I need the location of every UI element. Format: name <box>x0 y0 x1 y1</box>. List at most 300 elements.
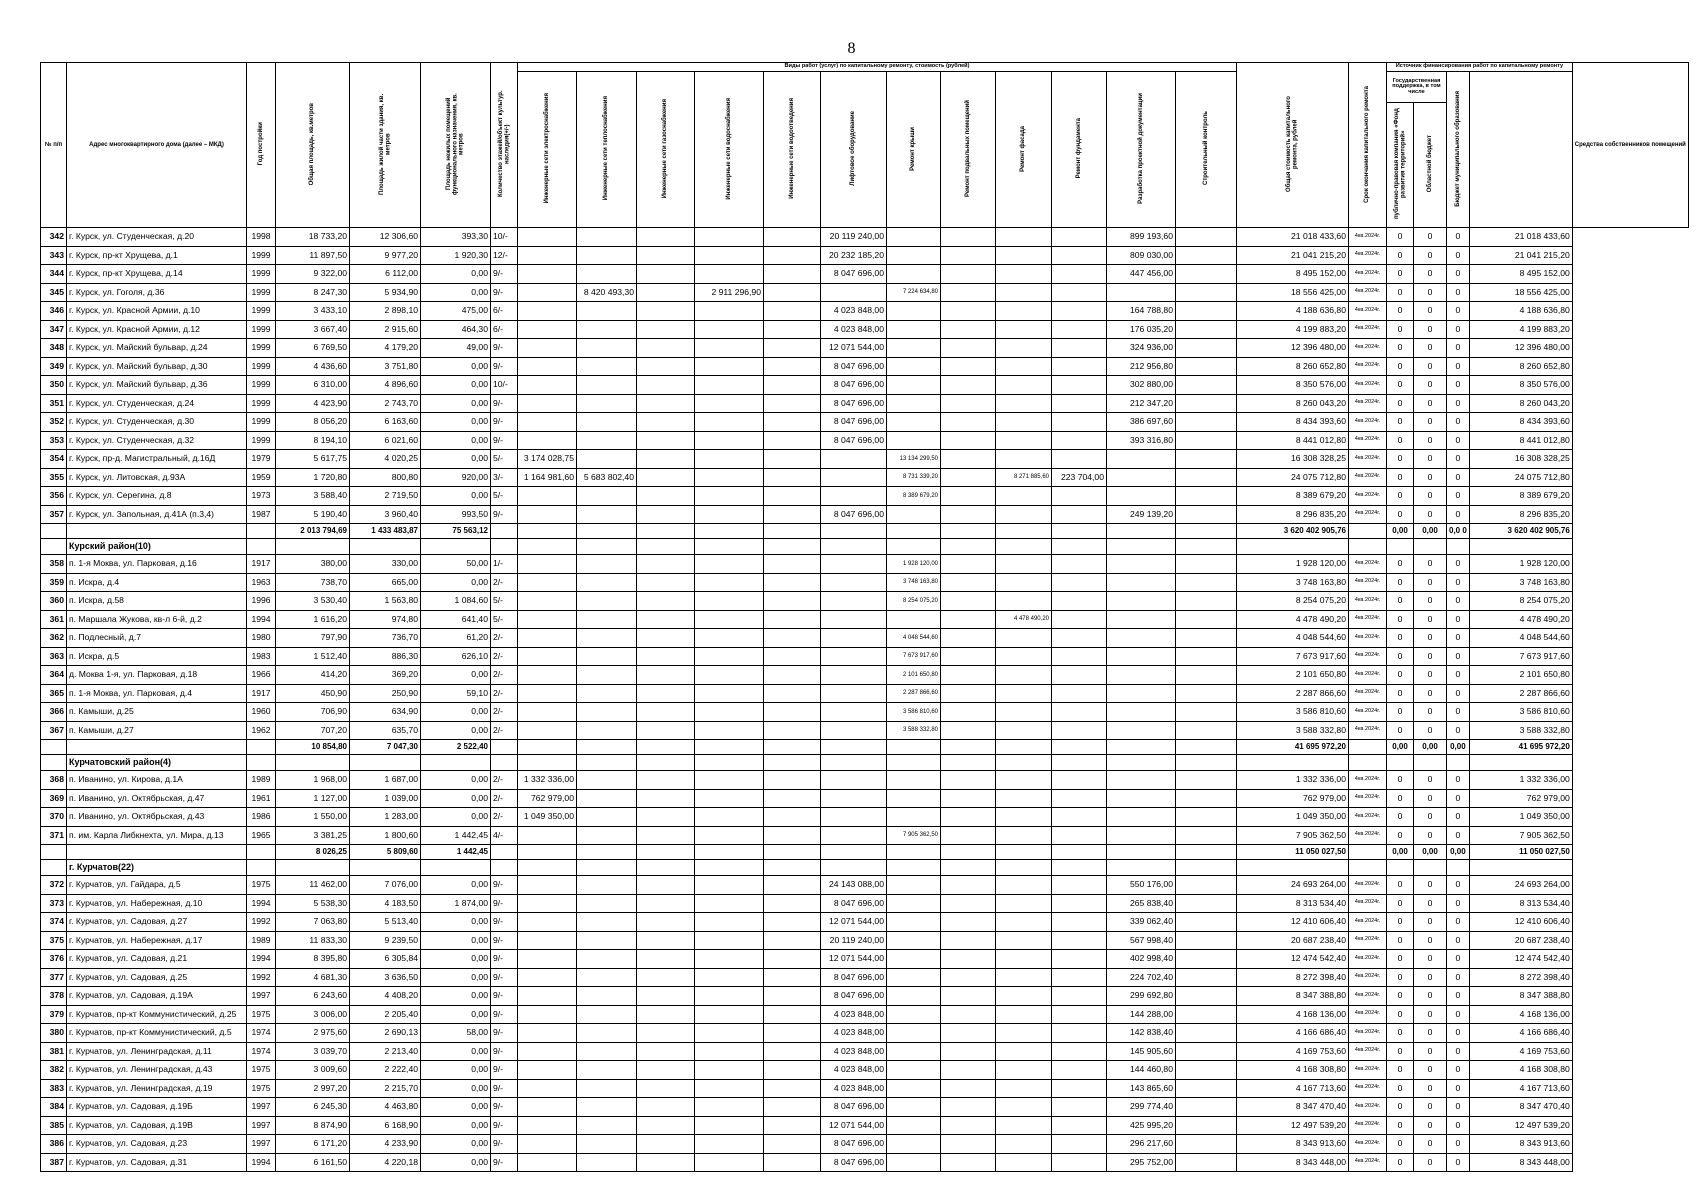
total-area-cell: 3 667,40 <box>276 320 350 339</box>
gas-cost-cell <box>637 629 695 648</box>
roof-cost-cell <box>887 394 941 413</box>
empty-cell <box>1387 755 1414 771</box>
design-cost-cell <box>1107 487 1176 506</box>
total-area-cell: 797,90 <box>276 629 350 648</box>
table-row <box>41 1042 1689 1061</box>
empty-cell <box>1176 539 1237 555</box>
address-cell: п. Искра, д.5 <box>67 647 247 666</box>
fund-cell: 0,00 <box>1387 740 1414 755</box>
fund-cell: 0 <box>1387 610 1414 629</box>
electric-cost-cell <box>518 968 577 987</box>
total-cost-cell: 4 048 544,60 <box>1237 629 1349 648</box>
living-area-cell: 4 233,90 <box>350 1135 421 1154</box>
basement-cost-cell <box>941 1024 996 1043</box>
municipal-cell: 0 <box>1447 968 1470 987</box>
floors-cell: 9/- <box>491 1079 518 1098</box>
roof-cost-cell <box>887 376 941 395</box>
nonres-area-cell: 0,00 <box>421 950 491 969</box>
fund-cell: 0 <box>1387 789 1414 808</box>
design-cost-cell <box>1107 703 1176 722</box>
living-area-cell: 250,90 <box>350 684 421 703</box>
heat-cost-cell <box>577 1135 637 1154</box>
roof-cost-cell: 3 748 163,80 <box>887 573 941 592</box>
basement-cost-cell <box>941 684 996 703</box>
fund-cell: 0 <box>1387 573 1414 592</box>
control-cost-cell <box>1176 339 1237 358</box>
foundation-cost-cell <box>1052 592 1107 611</box>
electric-cost-cell <box>518 629 577 648</box>
sewer-cost-cell <box>764 629 821 648</box>
table-row <box>41 228 1689 247</box>
municipal-cell: 0 <box>1447 1024 1470 1043</box>
roof-cost-cell: 8 731 339,20 <box>887 468 941 487</box>
total-cost-cell: 8 343 913,60 <box>1237 1135 1349 1154</box>
municipal-cell: 0,00 <box>1447 845 1470 860</box>
facade-cost-cell <box>996 666 1052 685</box>
total-area-cell: 707,20 <box>276 721 350 740</box>
foundation-cost-cell <box>1052 771 1107 790</box>
foundation-cost-cell <box>1052 246 1107 265</box>
control-cost-cell <box>1176 1005 1237 1024</box>
address-cell <box>67 845 247 860</box>
nonres-area-cell: 641,40 <box>421 610 491 629</box>
basement-cost-cell <box>941 789 996 808</box>
roof-cost-cell <box>887 1135 941 1154</box>
year-cell: 1962 <box>247 721 276 740</box>
electric-cost-cell <box>518 845 577 860</box>
total-cost-cell: 21 018 433,60 <box>1237 228 1349 247</box>
empty-cell <box>695 539 764 555</box>
district-row <box>41 539 1689 555</box>
fund-cell: 0 <box>1387 1024 1414 1043</box>
basement-cost-cell <box>941 468 996 487</box>
facade-cost-cell <box>996 487 1052 506</box>
facade-cost-cell <box>996 913 1052 932</box>
fund-cell: 0 <box>1387 413 1414 432</box>
heat-cost-cell <box>577 431 637 450</box>
total-cost-cell: 3 748 163,80 <box>1237 573 1349 592</box>
empty-cell <box>1469 539 1572 555</box>
owners-cell: 18 556 425,00 <box>1469 283 1572 302</box>
gas-cost-cell <box>637 450 695 469</box>
floors-cell: 9/- <box>491 413 518 432</box>
fund-cell: 0 <box>1387 228 1414 247</box>
heat-cost-cell <box>577 610 637 629</box>
deadline-cell: 4кв.2024г. <box>1349 1153 1387 1172</box>
fund-cell: 0,00 <box>1387 845 1414 860</box>
electric-cost-cell <box>518 913 577 932</box>
empty-cell <box>1107 860 1176 876</box>
floors-cell: 9/- <box>491 339 518 358</box>
year-cell: 1974 <box>247 1024 276 1043</box>
owners-cell: 2 287 866,60 <box>1469 684 1572 703</box>
year-cell: 1999 <box>247 413 276 432</box>
row-number: 345 <box>41 283 67 302</box>
nonres-area-cell: 0,00 <box>421 1061 491 1080</box>
sewer-cost-cell <box>764 1153 821 1172</box>
row-number: 349 <box>41 357 67 376</box>
total-cost-cell: 11 050 027,50 <box>1237 845 1349 860</box>
facade-cost-cell <box>996 771 1052 790</box>
row-number: 343 <box>41 246 67 265</box>
sewer-cost-cell <box>764 1042 821 1061</box>
water-cost-cell <box>695 320 764 339</box>
regional-cell: 0 <box>1414 283 1447 302</box>
lift-cost-cell <box>821 826 887 845</box>
water-cost-cell <box>695 666 764 685</box>
heat-cost-cell <box>577 265 637 284</box>
total-area-cell: 5 190,40 <box>276 505 350 524</box>
design-cost-cell <box>1107 610 1176 629</box>
floors-cell: 9/- <box>491 394 518 413</box>
floors-cell: 9/- <box>491 968 518 987</box>
table-row <box>41 1061 1689 1080</box>
owners-cell: 41 695 972,20 <box>1469 740 1572 755</box>
year-cell: 1989 <box>247 771 276 790</box>
foundation-cost-cell <box>1052 302 1107 321</box>
row-number: 347 <box>41 320 67 339</box>
gas-cost-cell <box>637 376 695 395</box>
total-cost-cell: 3 620 402 905,76 <box>1237 524 1349 539</box>
electric-cost-cell <box>518 394 577 413</box>
year-cell: 1975 <box>247 1061 276 1080</box>
regional-cell: 0 <box>1414 450 1447 469</box>
water-cost-cell <box>695 339 764 358</box>
deadline-cell: 4кв.2024г. <box>1349 283 1387 302</box>
table-row <box>41 339 1689 358</box>
fund-cell: 0 <box>1387 1061 1414 1080</box>
regional-cell: 0 <box>1414 339 1447 358</box>
gas-cost-cell <box>637 1153 695 1172</box>
living-area-cell: 1 687,00 <box>350 771 421 790</box>
sewer-cost-cell <box>764 468 821 487</box>
row-number: 352 <box>41 413 67 432</box>
empty-cell <box>247 539 276 555</box>
basement-cost-cell <box>941 913 996 932</box>
water-cost-cell <box>695 573 764 592</box>
water-cost-cell <box>695 265 764 284</box>
municipal-cell: 0 <box>1447 339 1470 358</box>
nonres-area-cell: 0,00 <box>421 876 491 895</box>
year-cell: 1983 <box>247 647 276 666</box>
foundation-cost-cell <box>1052 1061 1107 1080</box>
deadline-cell: 4кв.2024г. <box>1349 592 1387 611</box>
basement-cost-cell <box>941 450 996 469</box>
sewer-cost-cell <box>764 845 821 860</box>
year-cell: 1999 <box>247 339 276 358</box>
header-w-gas: Инженерные сети газоснабжения <box>637 72 695 228</box>
facade-cost-cell <box>996 950 1052 969</box>
roof-cost-cell <box>887 1098 941 1117</box>
regional-cell: 0 <box>1414 302 1447 321</box>
heat-cost-cell <box>577 629 637 648</box>
living-area-cell: 9 239,50 <box>350 931 421 950</box>
heat-cost-cell: 5 683 802,40 <box>577 468 637 487</box>
roof-cost-cell <box>887 1042 941 1061</box>
heat-cost-cell <box>577 771 637 790</box>
municipal-cell: 0 <box>1447 468 1470 487</box>
header-w-water: Инженерные сети водоснабжения <box>695 72 764 228</box>
header-w-sewer: Инженерные сети водоотведения <box>764 72 821 228</box>
municipal-cell: 0 <box>1447 789 1470 808</box>
address-cell: п. Искра, д.58 <box>67 592 247 611</box>
living-area-cell: 5 809,60 <box>350 845 421 860</box>
electric-cost-cell <box>518 555 577 574</box>
lift-cost-cell: 4 023 848,00 <box>821 302 887 321</box>
regional-cell: 0 <box>1414 876 1447 895</box>
electric-cost-cell <box>518 721 577 740</box>
header-num: № п/п <box>41 63 67 228</box>
floors-cell: 9/- <box>491 357 518 376</box>
lift-cost-cell: 12 071 544,00 <box>821 913 887 932</box>
year-cell: 1999 <box>247 431 276 450</box>
deadline-cell: 4кв.2024г. <box>1349 913 1387 932</box>
table-row <box>41 771 1689 790</box>
nonres-area-cell: 0,00 <box>421 413 491 432</box>
heat-cost-cell <box>577 1061 637 1080</box>
design-cost-cell <box>1107 524 1176 539</box>
total-cost-cell: 3 586 810,60 <box>1237 703 1349 722</box>
year-cell: 1999 <box>247 265 276 284</box>
municipal-cell: 0,00 <box>1447 740 1470 755</box>
total-cost-cell: 1 928 120,00 <box>1237 555 1349 574</box>
owners-cell: 4 166 686,40 <box>1469 1024 1572 1043</box>
table-row <box>41 283 1689 302</box>
total-area-cell: 6 310,00 <box>276 376 350 395</box>
control-cost-cell <box>1176 592 1237 611</box>
living-area-cell: 3 636,50 <box>350 968 421 987</box>
address-cell: г. Курск, ул. Студенческая, д.30 <box>67 413 247 432</box>
foundation-cost-cell <box>1052 950 1107 969</box>
living-area-cell: 330,00 <box>350 555 421 574</box>
roof-cost-cell <box>887 357 941 376</box>
total-cost-cell: 4 167 713,60 <box>1237 1079 1349 1098</box>
header-w-design: Разработка проектной документации <box>1107 72 1176 228</box>
row-number: 384 <box>41 1098 67 1117</box>
electric-cost-cell <box>518 505 577 524</box>
address-cell: г. Курск, пр-кт Хрущева, д.1 <box>67 246 247 265</box>
year-cell: 1917 <box>247 555 276 574</box>
empty-cell <box>1414 755 1447 771</box>
nonres-area-cell: 0,00 <box>421 1135 491 1154</box>
regional-cell: 0 <box>1414 357 1447 376</box>
control-cost-cell <box>1176 450 1237 469</box>
roof-cost-cell <box>887 1024 941 1043</box>
empty-cell <box>996 860 1052 876</box>
header-fund: публично-правовая компания «Фонд развития территорий» <box>1387 103 1414 228</box>
gas-cost-cell <box>637 1061 695 1080</box>
basement-cost-cell <box>941 666 996 685</box>
regional-cell: 0 <box>1414 555 1447 574</box>
sewer-cost-cell <box>764 505 821 524</box>
facade-cost-cell <box>996 450 1052 469</box>
empty-cell <box>637 860 695 876</box>
owners-cell: 4 168 136,00 <box>1469 1005 1572 1024</box>
header-w-basement: Ремонт подвальных помещений <box>941 72 996 228</box>
sewer-cost-cell <box>764 808 821 827</box>
floors-cell: 3/- <box>491 468 518 487</box>
control-cost-cell <box>1176 413 1237 432</box>
address-cell: г. Курск, ул. Литовская, д.93А <box>67 468 247 487</box>
deadline-cell <box>1349 845 1387 860</box>
row-number: 382 <box>41 1061 67 1080</box>
empty-cell <box>1237 755 1349 771</box>
total-area-cell: 1 512,40 <box>276 647 350 666</box>
water-cost-cell <box>695 468 764 487</box>
foundation-cost-cell <box>1052 228 1107 247</box>
foundation-cost-cell <box>1052 487 1107 506</box>
sewer-cost-cell <box>764 666 821 685</box>
total-area-cell: 6 243,60 <box>276 987 350 1006</box>
facade-cost-cell <box>996 876 1052 895</box>
heat-cost-cell <box>577 394 637 413</box>
year-cell: 1986 <box>247 808 276 827</box>
facade-cost-cell <box>996 1098 1052 1117</box>
facade-cost-cell <box>996 684 1052 703</box>
heat-cost-cell <box>577 357 637 376</box>
municipal-cell: 0 <box>1447 931 1470 950</box>
total-cost-cell: 8 389 679,20 <box>1237 487 1349 506</box>
deadline-cell: 4кв.2024г. <box>1349 876 1387 895</box>
heat-cost-cell <box>577 339 637 358</box>
total-area-cell: 1 968,00 <box>276 771 350 790</box>
control-cost-cell <box>1176 573 1237 592</box>
floors-cell: 2/- <box>491 684 518 703</box>
facade-cost-cell <box>996 808 1052 827</box>
roof-cost-cell <box>887 789 941 808</box>
foundation-cost-cell <box>1052 968 1107 987</box>
foundation-cost-cell <box>1052 450 1107 469</box>
fund-cell: 0 <box>1387 555 1414 574</box>
design-cost-cell: 899 193,60 <box>1107 228 1176 247</box>
municipal-cell: 0 <box>1447 1116 1470 1135</box>
year-cell: 1975 <box>247 1079 276 1098</box>
empty-cell <box>1107 539 1176 555</box>
electric-cost-cell <box>518 931 577 950</box>
total-area-cell: 11 462,00 <box>276 876 350 895</box>
owners-cell: 4 167 713,60 <box>1469 1079 1572 1098</box>
table-row <box>41 808 1689 827</box>
row-number: 378 <box>41 987 67 1006</box>
lift-cost-cell: 8 047 696,00 <box>821 265 887 284</box>
gas-cost-cell <box>637 666 695 685</box>
sewer-cost-cell <box>764 684 821 703</box>
fund-cell: 0,00 <box>1387 524 1414 539</box>
facade-cost-cell <box>996 283 1052 302</box>
control-cost-cell <box>1176 524 1237 539</box>
floors-cell: 9/- <box>491 894 518 913</box>
foundation-cost-cell <box>1052 555 1107 574</box>
deadline-cell: 4кв.2024г. <box>1349 1005 1387 1024</box>
owners-cell: 2 101 650,80 <box>1469 666 1572 685</box>
municipal-cell: 0 <box>1447 413 1470 432</box>
water-cost-cell <box>695 592 764 611</box>
floors-cell: 9/- <box>491 1061 518 1080</box>
year-cell: 1975 <box>247 1005 276 1024</box>
heat-cost-cell <box>577 894 637 913</box>
basement-cost-cell <box>941 740 996 755</box>
facade-cost-cell <box>996 573 1052 592</box>
address-cell: г. Курчатов, ул. Садовая, д.25 <box>67 968 247 987</box>
fund-cell: 0 <box>1387 1042 1414 1061</box>
roof-cost-cell <box>887 610 941 629</box>
electric-cost-cell <box>518 1042 577 1061</box>
regional-cell: 0 <box>1414 1005 1447 1024</box>
empty-cell <box>1447 755 1470 771</box>
sewer-cost-cell <box>764 1005 821 1024</box>
water-cost-cell <box>695 1079 764 1098</box>
empty-cell <box>887 539 941 555</box>
year-cell: 1997 <box>247 1135 276 1154</box>
regional-cell: 0 <box>1414 413 1447 432</box>
facade-cost-cell <box>996 703 1052 722</box>
fund-cell: 0 <box>1387 629 1414 648</box>
basement-cost-cell <box>941 610 996 629</box>
facade-cost-cell <box>996 721 1052 740</box>
control-cost-cell <box>1176 394 1237 413</box>
owners-cell: 8 254 075,20 <box>1469 592 1572 611</box>
heat-cost-cell: 8 420 493,30 <box>577 283 637 302</box>
row-number: 351 <box>41 394 67 413</box>
total-area-cell: 6 171,20 <box>276 1135 350 1154</box>
electric-cost-cell <box>518 524 577 539</box>
table-row <box>41 1024 1689 1043</box>
floors-cell: 9/- <box>491 931 518 950</box>
total-area-cell: 3 009,60 <box>276 1061 350 1080</box>
gas-cost-cell <box>637 703 695 722</box>
municipal-cell: 0 <box>1447 913 1470 932</box>
table-row <box>41 320 1689 339</box>
water-cost-cell <box>695 913 764 932</box>
lift-cost-cell <box>821 684 887 703</box>
electric-cost-cell <box>518 894 577 913</box>
facade-cost-cell <box>996 357 1052 376</box>
facade-cost-cell <box>996 592 1052 611</box>
nonres-area-cell: 0,00 <box>421 431 491 450</box>
owners-cell: 8 260 043,20 <box>1469 394 1572 413</box>
fund-cell: 0 <box>1387 684 1414 703</box>
total-cost-cell: 24 693 264,00 <box>1237 876 1349 895</box>
fund-cell: 0 <box>1387 265 1414 284</box>
fund-cell: 0 <box>1387 302 1414 321</box>
living-area-cell: 886,30 <box>350 647 421 666</box>
floors-cell: 5/- <box>491 610 518 629</box>
heat-cost-cell <box>577 573 637 592</box>
fund-cell: 0 <box>1387 505 1414 524</box>
foundation-cost-cell <box>1052 283 1107 302</box>
living-area-cell: 1 039,00 <box>350 789 421 808</box>
gas-cost-cell <box>637 684 695 703</box>
design-cost-cell: 295 752,00 <box>1107 1153 1176 1172</box>
row-number: 379 <box>41 1005 67 1024</box>
owners-cell: 12 497 539,20 <box>1469 1116 1572 1135</box>
municipal-cell: 0 <box>1447 684 1470 703</box>
fund-cell: 0 <box>1387 1005 1414 1024</box>
floors-cell: 9/- <box>491 950 518 969</box>
gas-cost-cell <box>637 487 695 506</box>
lift-cost-cell: 20 119 240,00 <box>821 228 887 247</box>
foundation-cost-cell <box>1052 1079 1107 1098</box>
lift-cost-cell <box>821 487 887 506</box>
water-cost-cell <box>695 931 764 950</box>
empty-cell <box>1349 755 1387 771</box>
empty-cell <box>1469 755 1572 771</box>
owners-cell: 12 474 542,40 <box>1469 950 1572 969</box>
row-number: 370 <box>41 808 67 827</box>
empty-cell <box>637 539 695 555</box>
table-row <box>41 394 1689 413</box>
basement-cost-cell <box>941 721 996 740</box>
